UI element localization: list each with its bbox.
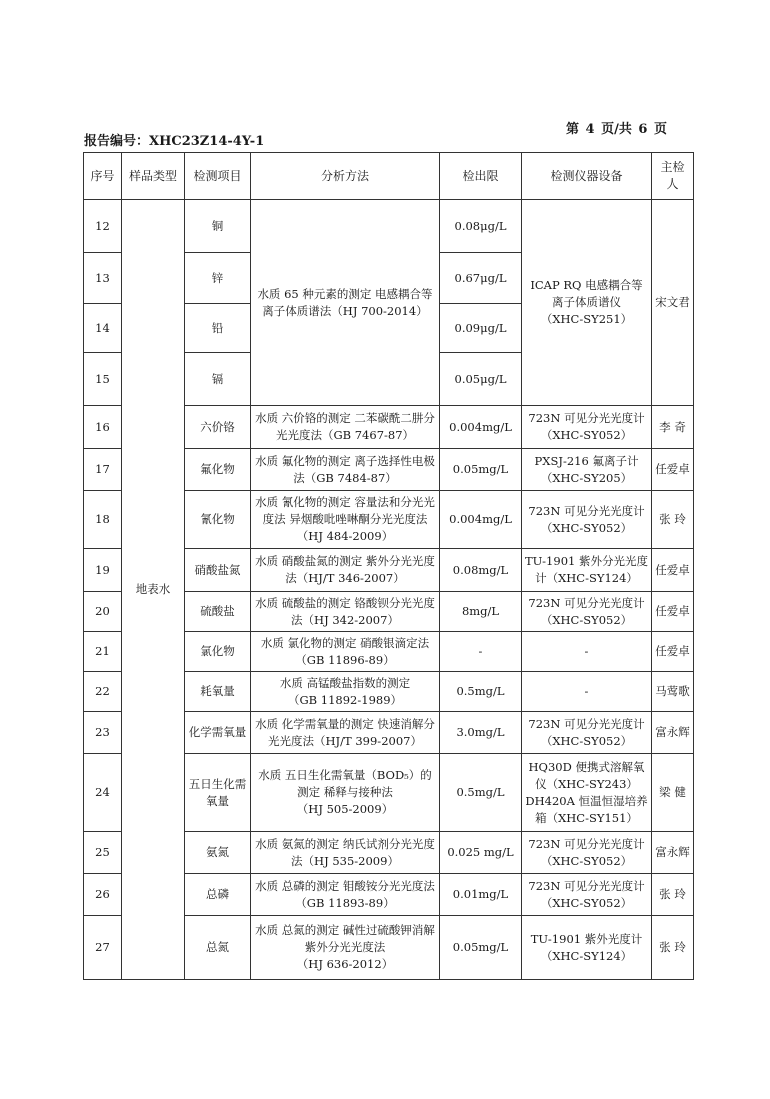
report-number: 报告编号：XHC23Z14-4Y-1 [84, 134, 265, 149]
test-item: 耗氧量 [185, 672, 251, 712]
detection-limit: 0.67μg/L [440, 253, 522, 304]
test-item: 氨氮 [185, 832, 251, 874]
detection-limit: 0.05μg/L [440, 353, 522, 406]
inspector: 任爱卓 [652, 592, 694, 632]
table-row [84, 200, 694, 253]
test-item: 硝酸盐氮 [185, 549, 251, 592]
column-header-limit: 检出限 [440, 153, 522, 200]
inspector: 富永辉 [652, 832, 694, 874]
table-header-row [84, 153, 694, 200]
instrument: 723N 可见分光光度计 （XHC-SY052） [522, 592, 652, 632]
detection-limit: 0.5mg/L [440, 754, 522, 832]
instrument: 723N 可见分光光度计 （XHC-SY052） [522, 712, 652, 754]
column-header-sample-type: 样品类型 [122, 153, 185, 200]
inspector: 任爱卓 [652, 449, 694, 491]
detection-limit: 0.08μg/L [440, 200, 522, 253]
inspector: 张 玲 [652, 874, 694, 916]
inspector: 富永辉 [652, 712, 694, 754]
instrument: - [522, 632, 652, 672]
analysis-method: 水质 总磷的测定 钼酸铵分光光度法（GB 11893-89） [251, 874, 440, 916]
page-indicator: 第 4 页/共 6 页 [566, 122, 667, 137]
detection-limit: 0.05mg/L [440, 449, 522, 491]
test-item: 总氮 [185, 916, 251, 980]
row-number: 12 [84, 200, 122, 253]
analysis-method: 水质 氟化物的测定 离子选择性电极法（GB 7484-87） [251, 449, 440, 491]
row-number: 19 [84, 549, 122, 592]
detection-limit: 0.09μg/L [440, 304, 522, 353]
inspector-metals: 宋文君 [652, 200, 694, 406]
analysis-method: 水质 五日生化需氧量（BOD₅）的测定 稀释与接种法 （HJ 505-2009） [251, 754, 440, 832]
column-header-method: 分析方法 [251, 153, 440, 200]
analysis-method: 水质 氰化物的测定 容量法和分光光度法 异烟酸吡唑啉酮分光光度法（HJ 484-2009） [251, 491, 440, 549]
analysis-method: 水质 化学需氧量的测定 快速消解分光光度法（HJ/T 399-2007） [251, 712, 440, 754]
instrument: 723N 可见分光光度计 （XHC-SY052） [522, 832, 652, 874]
sample-type: 地表水 [122, 200, 185, 980]
instrument: TU-1901 紫外光度计 （XHC-SY124） [522, 916, 652, 980]
row-number: 15 [84, 353, 122, 406]
detection-limit: - [440, 632, 522, 672]
inspector: 任爱卓 [652, 549, 694, 592]
test-item: 五日生化需氧量 [185, 754, 251, 832]
analysis-method: 水质 总氮的测定 碱性过硫酸钾消解紫外分光光度法 （HJ 636-2012） [251, 916, 440, 980]
test-item: 硫酸盐 [185, 592, 251, 632]
detection-limit: 0.08mg/L [440, 549, 522, 592]
test-item: 锌 [185, 253, 251, 304]
test-item: 氰化物 [185, 491, 251, 549]
row-number: 17 [84, 449, 122, 491]
detection-limit: 0.004mg/L [440, 491, 522, 549]
analysis-method: 水质 氯化物的测定 硝酸银滴定法（GB 11896-89） [251, 632, 440, 672]
detection-limit: 3.0mg/L [440, 712, 522, 754]
inspector: 梁 健 [652, 754, 694, 832]
instrument: - [522, 672, 652, 712]
detection-limit: 0.01mg/L [440, 874, 522, 916]
detection-limit: 0.05mg/L [440, 916, 522, 980]
test-item: 化学需氧量 [185, 712, 251, 754]
inspector: 任爱卓 [652, 632, 694, 672]
analysis-method: 水质 氨氮的测定 纳氏试剂分光光度法（HJ 535-2009） [251, 832, 440, 874]
instrument: 723N 可见分光光度计 （XHC-SY052） [522, 406, 652, 449]
column-header-inspector: 主检人 [652, 153, 694, 200]
inspector: 李 奇 [652, 406, 694, 449]
analysis-method: 水质 高锰酸盐指数的测定 （GB 11892-1989） [251, 672, 440, 712]
instrument: PXSJ-216 氟离子计 （XHC-SY205） [522, 449, 652, 491]
row-number: 13 [84, 253, 122, 304]
row-number: 23 [84, 712, 122, 754]
detection-limit: 0.025 mg/L [440, 832, 522, 874]
test-item: 镉 [185, 353, 251, 406]
method-metals: 水质 65 种元素的测定 电感耦合等离子体质谱法（HJ 700-2014） [251, 200, 440, 406]
test-item: 铅 [185, 304, 251, 353]
test-methods-table [83, 152, 694, 980]
detection-limit: 0.5mg/L [440, 672, 522, 712]
detection-limit: 8mg/L [440, 592, 522, 632]
instrument: 723N 可见分光光度计 （XHC-SY052） [522, 491, 652, 549]
test-item: 总磷 [185, 874, 251, 916]
instrument: HQ30D 便携式溶解氧仪（XHC-SY243） DH420A 恒温恒湿培养箱（XHC-SY151） [522, 754, 652, 832]
instrument: TU-1901 紫外分光光度计（XHC-SY124） [522, 549, 652, 592]
analysis-method: 水质 硝酸盐氮的测定 紫外分光光度法（HJ/T 346-2007） [251, 549, 440, 592]
row-number: 21 [84, 632, 122, 672]
inspector: 张 玲 [652, 916, 694, 980]
inspector: 张 玲 [652, 491, 694, 549]
row-number: 14 [84, 304, 122, 353]
test-item: 六价铬 [185, 406, 251, 449]
row-number: 22 [84, 672, 122, 712]
row-number: 20 [84, 592, 122, 632]
row-number: 27 [84, 916, 122, 980]
instrument: 723N 可见分光光度计 （XHC-SY052） [522, 874, 652, 916]
row-number: 16 [84, 406, 122, 449]
detection-limit: 0.004mg/L [440, 406, 522, 449]
row-number: 25 [84, 832, 122, 874]
test-item: 氟化物 [185, 449, 251, 491]
analysis-method: 水质 硫酸盐的测定 铬酸钡分光光度法（HJ 342-2007） [251, 592, 440, 632]
inspector: 马莺歌 [652, 672, 694, 712]
row-number: 24 [84, 754, 122, 832]
test-item: 铜 [185, 200, 251, 253]
row-number: 26 [84, 874, 122, 916]
row-number: 18 [84, 491, 122, 549]
column-header-instrument: 检测仪器设备 [522, 153, 652, 200]
test-item: 氯化物 [185, 632, 251, 672]
analysis-method: 水质 六价铬的测定 二苯碳酰二肼分光光度法（GB 7467-87） [251, 406, 440, 449]
column-header-item: 检测项目 [185, 153, 251, 200]
column-header-no: 序号 [84, 153, 122, 200]
instrument-metals: ICAP RQ 电感耦合等离子体质谱仪 （XHC-SY251） [522, 200, 652, 406]
